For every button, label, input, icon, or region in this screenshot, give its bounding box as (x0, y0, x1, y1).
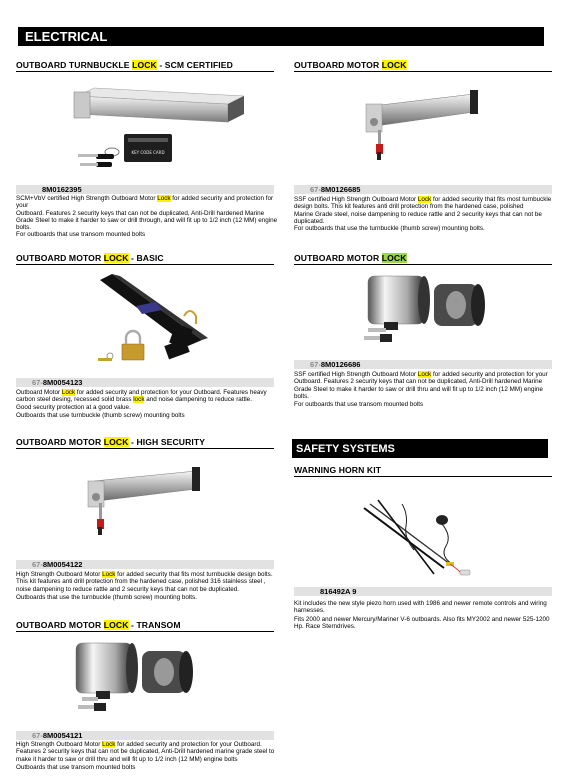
product-description-transom: High Strength Outboard Motor Lock for added security and protection for your Outboard. Features 2 security keys that can not be duplicated, Anti-Drill hardened marine grade steel to make it harder to saw or drill thru and will fit up to 1/2 inch (12 MM) engine bolts Outboards that use transom mounted bolts (16, 741, 275, 771)
product-title-motor-lock-2: OUTBOARD MOTOR LOCK (294, 253, 552, 265)
part-number-bar-scm (16, 185, 274, 194)
section-header-safety-systems (292, 439, 548, 458)
part-number: 8M0054122 (42, 560, 83, 569)
section-title: SAFETY SYSTEMS (296, 442, 395, 455)
product-title-transom: OUTBOARD MOTOR LOCK - TRANSOM (16, 620, 274, 632)
product-image-scm (16, 74, 274, 182)
product-title-warning-horn-kit: WARNING HORN KIT (294, 465, 552, 477)
product-title-high-security: OUTBOARD MOTOR LOCK - HIGH SECURITY (16, 437, 274, 449)
part-number: 8M0162395 (42, 185, 82, 194)
part-number-bar-basic: 67-8M0054123 (16, 378, 274, 387)
product-description-warning-horn-kit: Kit includes the new style piezo horn used with 1986 and newer remote controls and wiring harnesses. Fits 2000 and newer Mercury/Mariner V-6 outboards. Also fits MY2002 and newer 525-1200 Hp. Race Sterndrives. (294, 600, 550, 630)
product-image-high-security (16, 451, 274, 558)
section-header-electrical (18, 27, 544, 46)
part-number-bar-motor-lock-2: 67-8M0126686 (294, 360, 552, 369)
part-number-bar-transom: 67-8M0054121 (16, 731, 274, 740)
product-description-scm: SCM+VbV certified High Strength Outboard Motor Lock for added security and protection for your Outboard. Features 2 security keys that can not be duplicated, Anti-Drill hardened Marine Grade Steel to make it harder to saw or drill through, and will fit up to 1/2 inch (12 MM) engine bolts. For outboards that use transom mounted bolts (16, 195, 278, 239)
product-description-basic: Outboard Motor Lock for added security and protection for your Outboard. Features heavy carbon steel desing, recessed solid brass lock and noise dampening to reduce rattle. Good security protection at a good value. Outboards that use turnbuckle (thumb screw) mounting bolts (16, 389, 267, 419)
product-image-warning-horn-kit (294, 478, 552, 584)
product-title-motor-lock-1: OUTBOARD MOTOR LOCK (294, 60, 552, 72)
product-image-basic (16, 266, 274, 376)
product-image-transom (16, 633, 274, 729)
part-number: 8M0126685 (320, 185, 361, 194)
section-title: ELECTRICAL (25, 29, 108, 44)
product-title-basic: OUTBOARD MOTOR LOCK - BASIC (16, 253, 274, 265)
part-number-bar-high-security: 67-8M0054122 (16, 560, 274, 569)
product-image-motor-lock-2 (294, 266, 552, 358)
product-description-motor-lock-1: SSF certified High Strength Outboard Motor Lock for added security that fits most turnbuckle design bolts. This kit features anti drill protection from the hardened case, polished Marine Grade steel, noise dampening to reduce rattle and 2 security keys that can not be duplicated. For outboards that use the turnbuckle (thumb screw) mounting bolts. (294, 196, 552, 233)
product-image-motor-lock-1 (294, 74, 552, 182)
product-description-high-security: High Strength Outboard Motor Lock for added security that fits most turnbuckle design bolts. This kit features anti drill protection from the hardened case, polished 316 stainless steel , noise dampening to reduce rattle and 2 security keys that can not be duplicated. Outboards that use the turnbuckle (thumb screw) mounting bolts. (16, 571, 273, 601)
part-number: 816492A 9 (320, 587, 357, 596)
part-number: 8M0126686 (320, 360, 361, 369)
product-description-motor-lock-2: SSF certified High Strength Outboard Motor Lock for added security and protection for your Outboard. Features 2 security keys that can not be duplicated, Anti-Drill hardened Marine Grade Steel to make it harder to saw or drill thru and will fit up to 1/2 inch (12 MM) engine bolts. For outboards that use transom mounted bolts (294, 371, 548, 409)
part-number: 8M0054121 (42, 731, 83, 740)
part-number: 8M0054123 (42, 378, 83, 387)
part-number-bar-motor-lock-1: 67-8M0126685 (294, 185, 552, 194)
product-title-scm: OUTBOARD TURNBUCKLE LOCK - SCM CERTIFIED (16, 60, 274, 72)
part-number-bar-warning-horn-kit (294, 587, 552, 596)
key-code-card-text: KEY CODE CARD (131, 150, 165, 155)
